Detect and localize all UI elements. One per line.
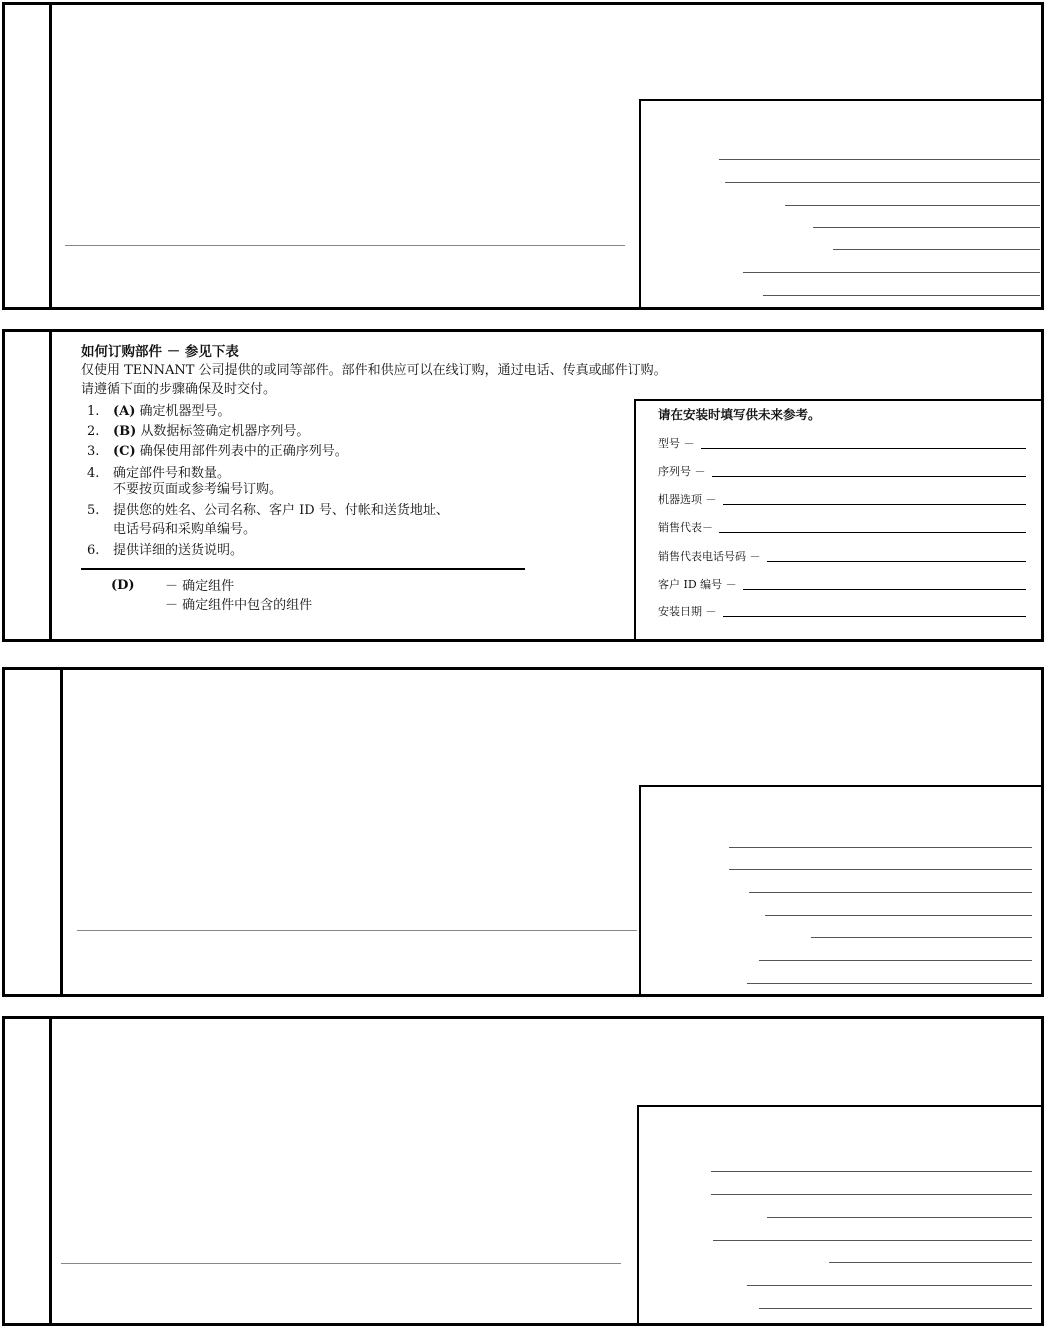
installation-info-box [634, 399, 1044, 642]
faded-field-line [759, 960, 1032, 961]
faded-field-line [743, 272, 1040, 273]
order-title: 如何订购部件 － 参见下表 [81, 344, 239, 360]
panel-gutter [5, 1019, 52, 1323]
model-input-line[interactable] [701, 448, 1027, 449]
faded-field-line [747, 1285, 1032, 1286]
order-intro-2: 请遵循下面的步骤确保及时交付。 [81, 382, 277, 397]
faded-field-line [711, 1194, 1032, 1195]
legend-code: (D) [111, 578, 135, 593]
step-item: 2. (B) 从数据标签确定机器序列号。 [87, 424, 310, 439]
order-instructions-panel [2, 329, 1044, 642]
info-box-title: 请在安装时填写供未来参考。 [658, 407, 821, 422]
faded-field-line [833, 249, 1040, 250]
blank-info-box [639, 785, 1044, 997]
faded-field-line [729, 847, 1032, 848]
faded-field-line [749, 892, 1032, 893]
faded-field-line [811, 937, 1032, 938]
faded-field-line [813, 227, 1040, 228]
faded-field-line [747, 983, 1032, 984]
faded-field-line [785, 205, 1040, 206]
step-item: 3. (C) 确保使用部件列表中的正确序列号。 [87, 444, 348, 459]
order-intro: 仅使用 TENNANT 公司提供的或同等部件。部件和供应可以在线订购，通过电话、传真或邮件订购。 [81, 363, 667, 378]
field-model: 型号 － [658, 435, 1026, 451]
legend-line-1: － 确定组件 [165, 579, 235, 594]
panel-4 [2, 1016, 1044, 1326]
field-options: 机器选项 － [658, 491, 1026, 507]
step-item: 不要按页面或参考编号订购。 [113, 482, 283, 497]
blank-info-box [637, 1105, 1044, 1326]
install-date-input-line[interactable] [723, 616, 1027, 617]
legend-line-2: － 确定组件中包含的组件 [165, 598, 313, 613]
faded-field-line [725, 182, 1040, 183]
field-sales-rep: 销售代表－ [658, 519, 1026, 535]
step-item: 1. (A) 确定机器型号。 [87, 404, 231, 419]
customer-id-input-line[interactable] [743, 589, 1026, 590]
step-item: 4. 确定部件号和数量。 [87, 466, 231, 481]
faded-field-line [719, 159, 1040, 160]
panel-3 [2, 667, 1044, 997]
field-customer-id: 客户 ID 编号 － [658, 576, 1026, 592]
sales-rep-phone-input-line[interactable] [767, 561, 1027, 562]
blank-info-box [639, 99, 1044, 310]
faded-field-line [767, 1217, 1032, 1218]
faded-field-line [729, 869, 1032, 870]
field-serial: 序列号 － [658, 463, 1026, 479]
step-item: 6. 提供详细的送货说明。 [87, 543, 244, 558]
serial-input-line[interactable] [712, 476, 1027, 477]
step-item: 5. 提供您的姓名、公司名称、客户 ID 号、付帐和送货地址、 [87, 503, 449, 518]
faded-rule [77, 930, 637, 931]
field-sales-rep-phone: 销售代表电话号码 － [658, 548, 1026, 564]
faded-field-line [711, 1171, 1032, 1172]
sales-rep-input-line[interactable] [719, 532, 1026, 533]
step-item: 电话号码和采购单编号。 [113, 522, 257, 537]
legend-divider [81, 568, 525, 570]
faded-rule [61, 1263, 621, 1264]
options-input-line[interactable] [723, 504, 1027, 505]
panel-gutter [5, 5, 52, 307]
faded-field-line [713, 1240, 1032, 1241]
faded-rule [65, 245, 625, 246]
panel-gutter [5, 332, 52, 639]
faded-field-line [765, 915, 1032, 916]
faded-field-line [763, 295, 1040, 296]
faded-field-line [759, 1308, 1032, 1309]
panel-1 [2, 2, 1044, 310]
field-install-date: 安装日期 － [658, 603, 1026, 619]
faded-field-line [829, 1262, 1032, 1263]
panel-gutter [5, 670, 63, 994]
